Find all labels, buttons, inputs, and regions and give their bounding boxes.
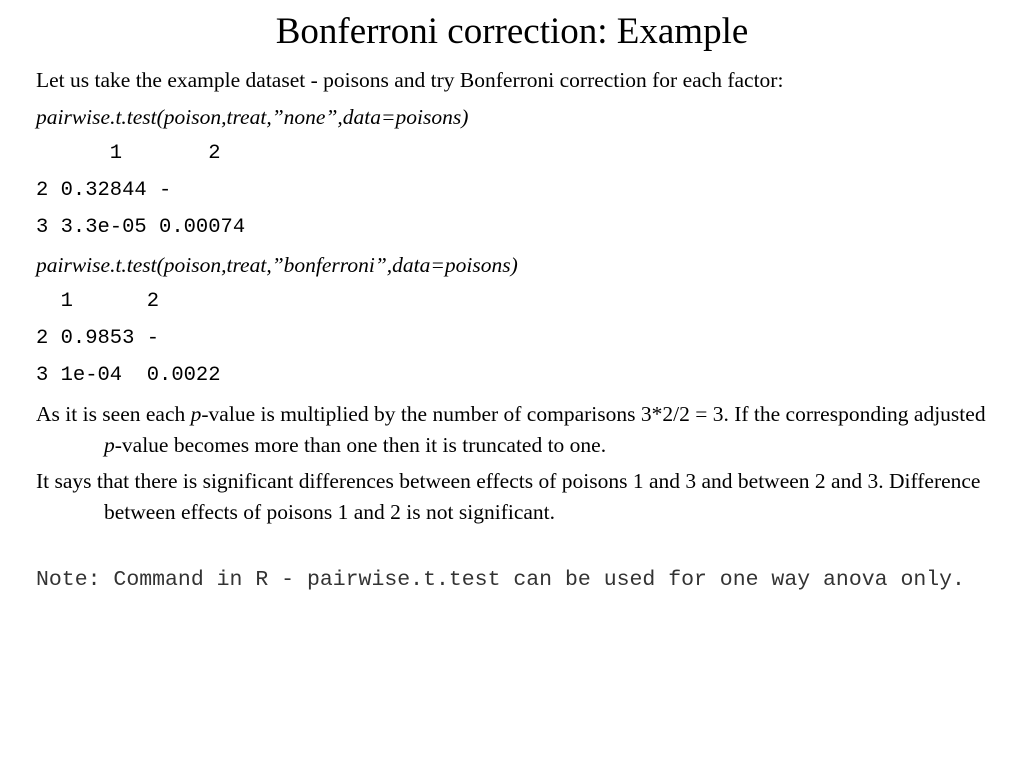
p-symbol-1: p	[190, 402, 202, 426]
table-bonferroni-header: 1 2	[36, 290, 160, 313]
explanation-part-3: -value becomes more than one then it is truncated to one.	[114, 433, 607, 457]
table-bonferroni-row-3: 3 1e-04 0.0022	[36, 364, 221, 387]
intro-text: Let us take the example dataset - poisons and try Bonferroni correction for each factor:	[36, 68, 784, 92]
table-none-row-2: 2 0.32844 -	[36, 179, 172, 202]
note-text: Note: Command in R - pairwise.t.test can be used for one way anova only.	[36, 568, 965, 592]
table-bonferroni-row-2: 2 0.9853 -	[36, 327, 160, 350]
table-none-header: 1 2	[36, 142, 221, 165]
explanation-part-2: -value is multiplied by the number of comparisons 3*2/2 = 3. If the corresponding adjusted	[201, 402, 986, 426]
command-none: pairwise.t.test(poison,treat,”none”,data=poisons)	[36, 105, 469, 129]
conclusion-paragraph: It says that there is significant differences between effects of poisons 1 and 3 and between 2 and 3. Difference between effects of poisons 1 and 2 is not significant.	[36, 469, 981, 524]
slide-body	[36, 64, 996, 596]
explanation-paragraph	[36, 399, 996, 461]
command-bonferroni: pairwise.t.test(poison,treat,”bonferroni”,data=poisons)	[36, 253, 518, 277]
table-none-row-3: 3 3.3e-05 0.00074	[36, 216, 246, 239]
p-symbol-2: p	[104, 433, 115, 457]
slide-title: Bonferroni correction: Example	[275, 11, 749, 52]
explanation-part-1: As it is seen each	[36, 402, 191, 426]
